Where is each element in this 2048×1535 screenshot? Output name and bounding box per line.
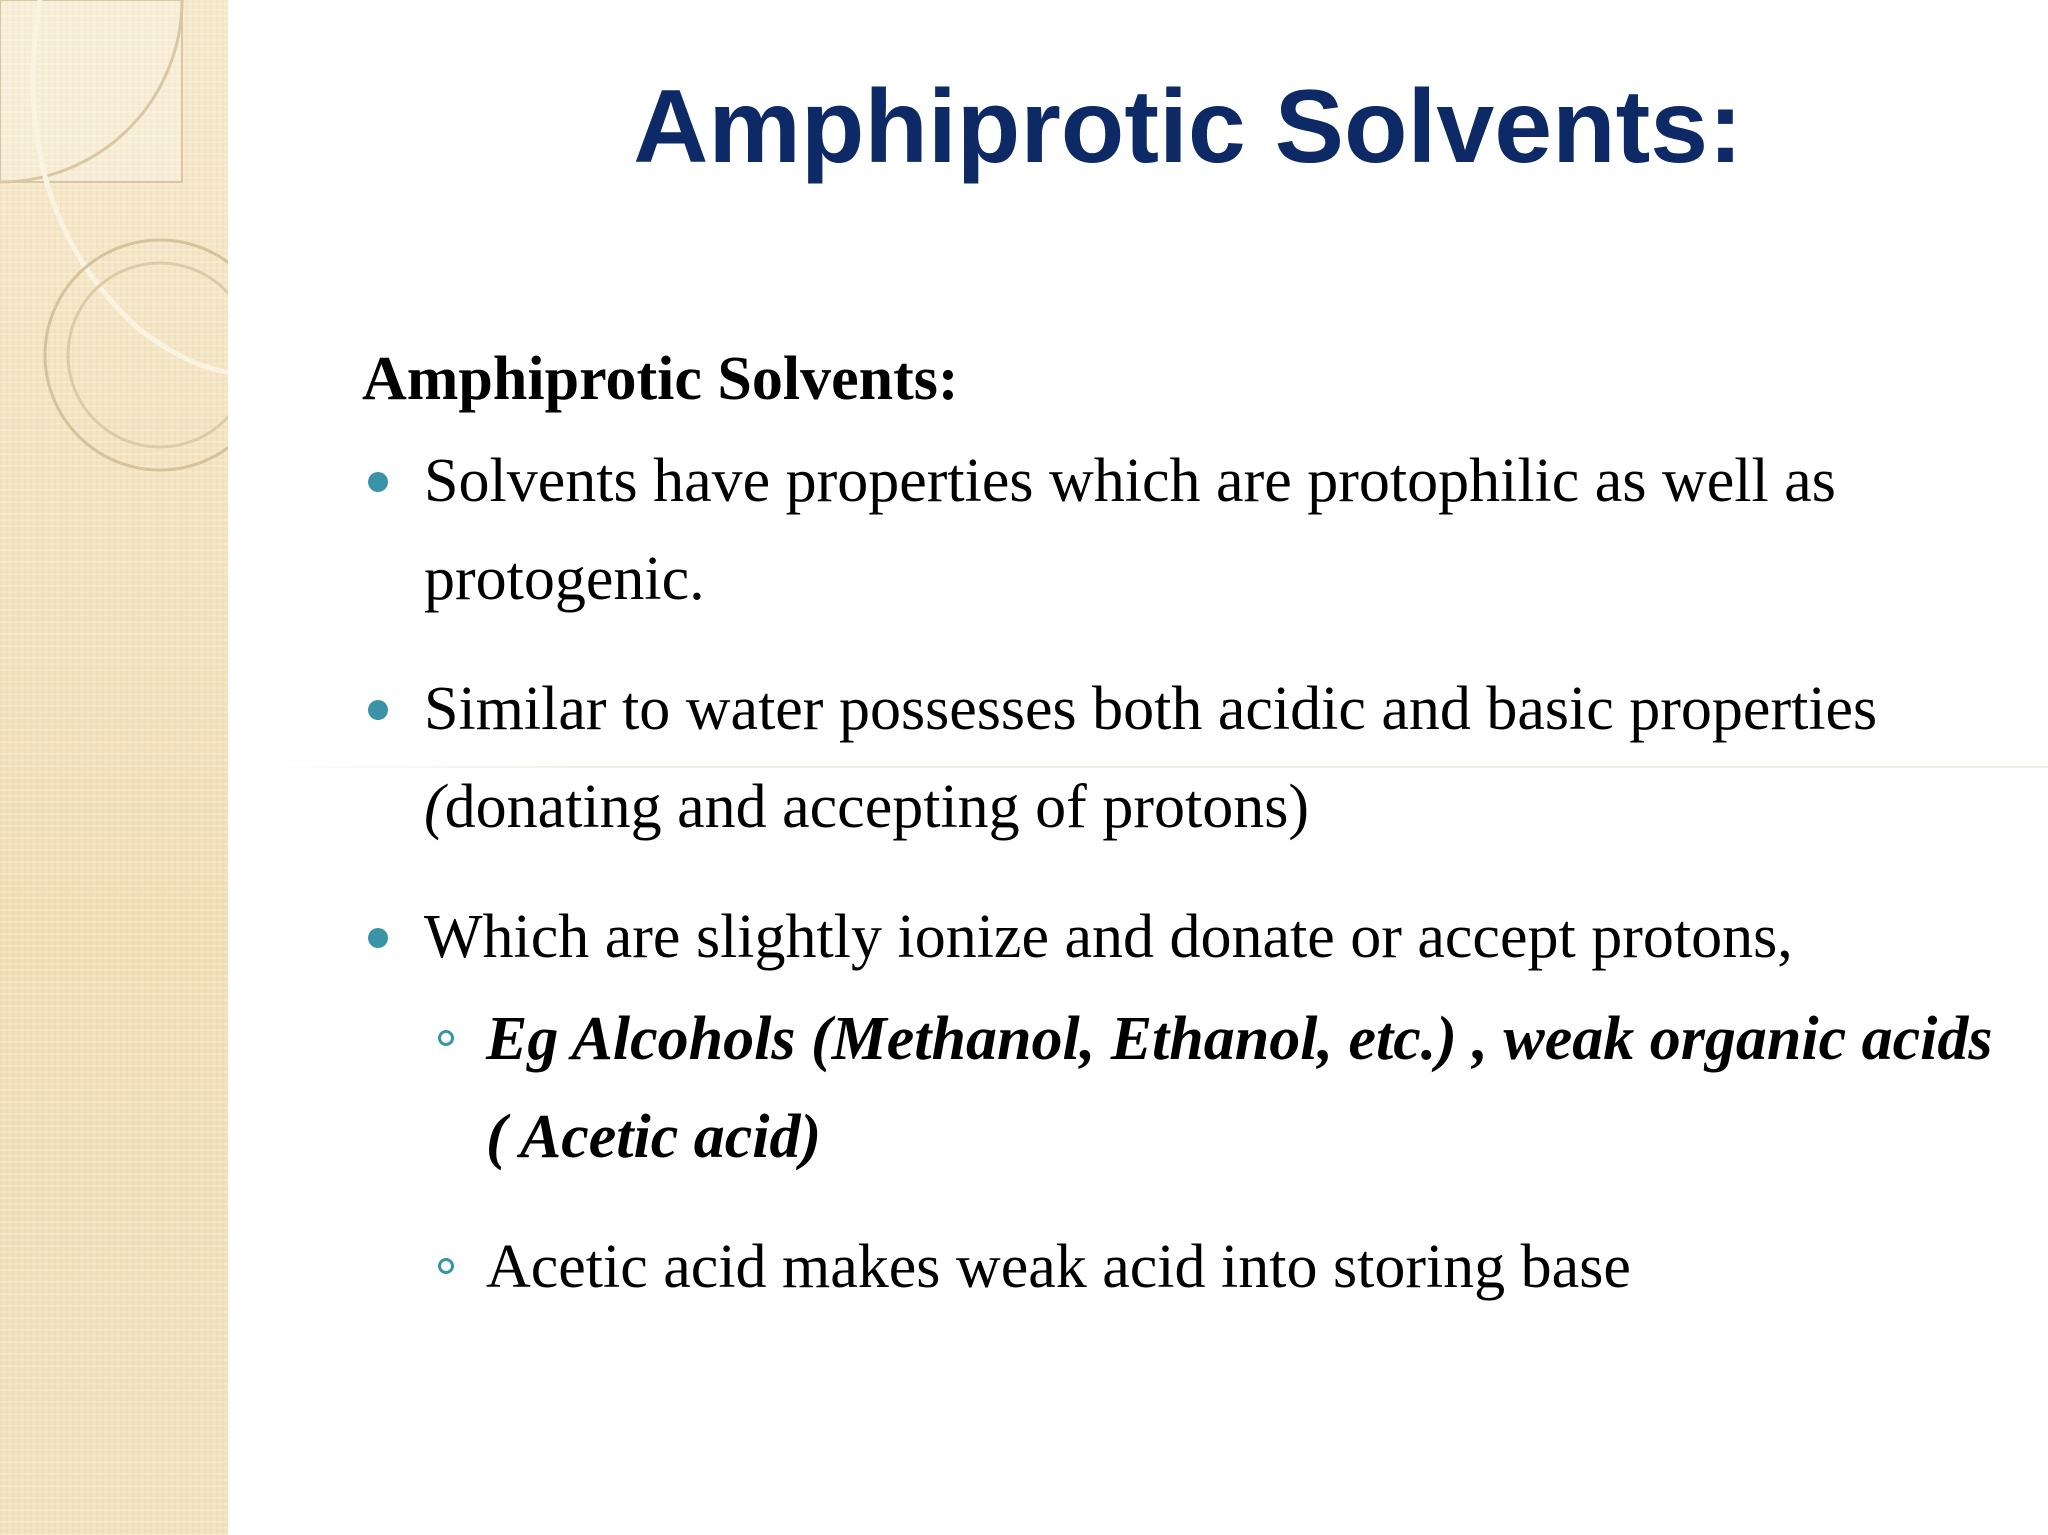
filled-circle-icon	[368, 928, 388, 948]
list-item	[362, 1218, 2022, 1316]
sub-bullet-text: Acetic acid makes weak acid into storing base	[486, 1233, 1631, 1301]
list-item	[362, 888, 2022, 1316]
bullet-text: Solvents have properties which are protophilic as well as protogenic.	[424, 447, 1836, 613]
filled-circle-icon	[368, 472, 388, 492]
decorative-sidebar	[0, 0, 228, 1535]
hollow-circle-icon	[438, 1030, 454, 1046]
bullet-text-part: Similar to water possesses both acidic and basic properties	[424, 675, 1878, 743]
filled-circle-icon	[368, 700, 388, 720]
decorative-arcs-icon	[0, 0, 228, 1535]
slide-title: Amphiprotic Solvents:	[633, 69, 1743, 185]
bullet-text: Which are slightly ionize and donate or accept protons,	[424, 903, 1793, 971]
bullet-text-part: donating and accepting of protons)	[444, 773, 1309, 841]
sub-bullet-list	[362, 990, 2022, 1316]
bullet-list	[362, 432, 2022, 1316]
section-heading: Amphiprotic Solvents:	[362, 345, 959, 413]
slide-content	[362, 340, 2022, 1348]
hollow-circle-icon	[438, 1258, 454, 1274]
sub-bullet-text: Eg Alcohols (Methanol, Ethanol, etc.) , weak organic acids ( Acetic acid)	[486, 1005, 1993, 1171]
list-item	[362, 432, 2022, 628]
list-item	[362, 660, 2022, 856]
list-item	[362, 990, 2022, 1186]
italic-parenthesis: (	[424, 773, 445, 841]
